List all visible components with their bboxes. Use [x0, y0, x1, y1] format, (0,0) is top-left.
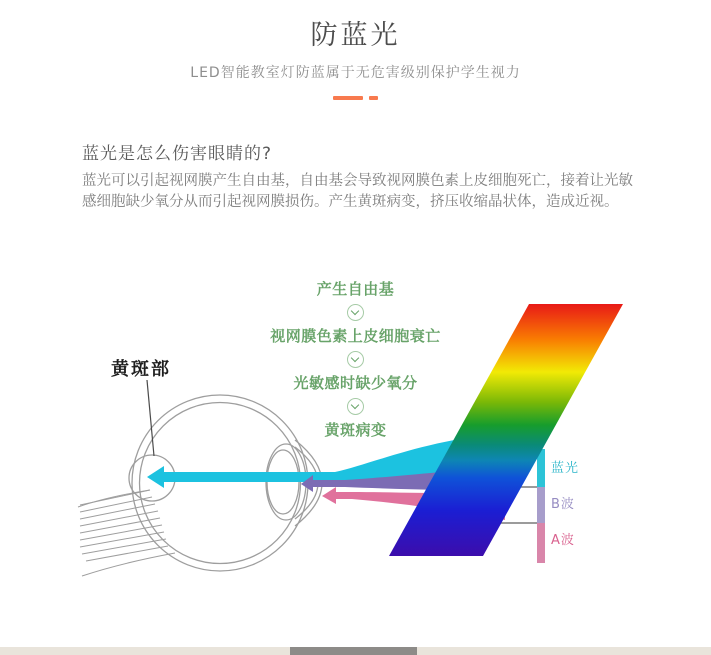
bar-b-wave	[537, 487, 545, 523]
arrow-down-icon	[347, 304, 364, 321]
optic-nerve	[78, 490, 175, 576]
body-line-2: 感细胞缺少氧分从而引起视网膜损伤。产生黄斑病变，挤压收缩晶状体，造成近视。	[82, 194, 619, 210]
section-body	[82, 171, 633, 213]
divider-dash-short	[369, 96, 378, 100]
bar-a-wave	[537, 523, 545, 563]
macula-label: 黄斑部	[111, 359, 171, 380]
accent-divider	[0, 96, 711, 100]
arrow-down-icon	[347, 398, 364, 415]
chain-step-2: 视网膜色素上皮细胞衰亡	[270, 327, 441, 345]
chain-step-1: 产生自由基	[316, 280, 395, 298]
page-subtitle: LED智能教室灯防蓝属于无危害级别保护学生视力	[190, 65, 521, 81]
body-line-1: 蓝光可以引起视网膜产生自由基，自由基会导致视网膜色素上皮细胞死亡，接着让光敏	[82, 173, 633, 189]
chain-step-3: 光敏感时缺少氧分	[293, 374, 418, 392]
divider-dash-long	[333, 96, 363, 100]
footer-strip	[0, 647, 711, 655]
chain-step-4: 黄斑病变	[324, 421, 387, 439]
label-b-wave: B波	[551, 497, 575, 512]
footer-divider-bar	[290, 647, 417, 655]
page-title: 防蓝光	[310, 20, 401, 51]
arrow-down-icon	[347, 351, 364, 368]
label-a-wave: A波	[551, 533, 575, 548]
section-heading: 蓝光是怎么伤害眼睛的?	[82, 144, 273, 164]
label-blue-light: 蓝光	[551, 461, 580, 476]
damage-chain	[0, 281, 711, 438]
